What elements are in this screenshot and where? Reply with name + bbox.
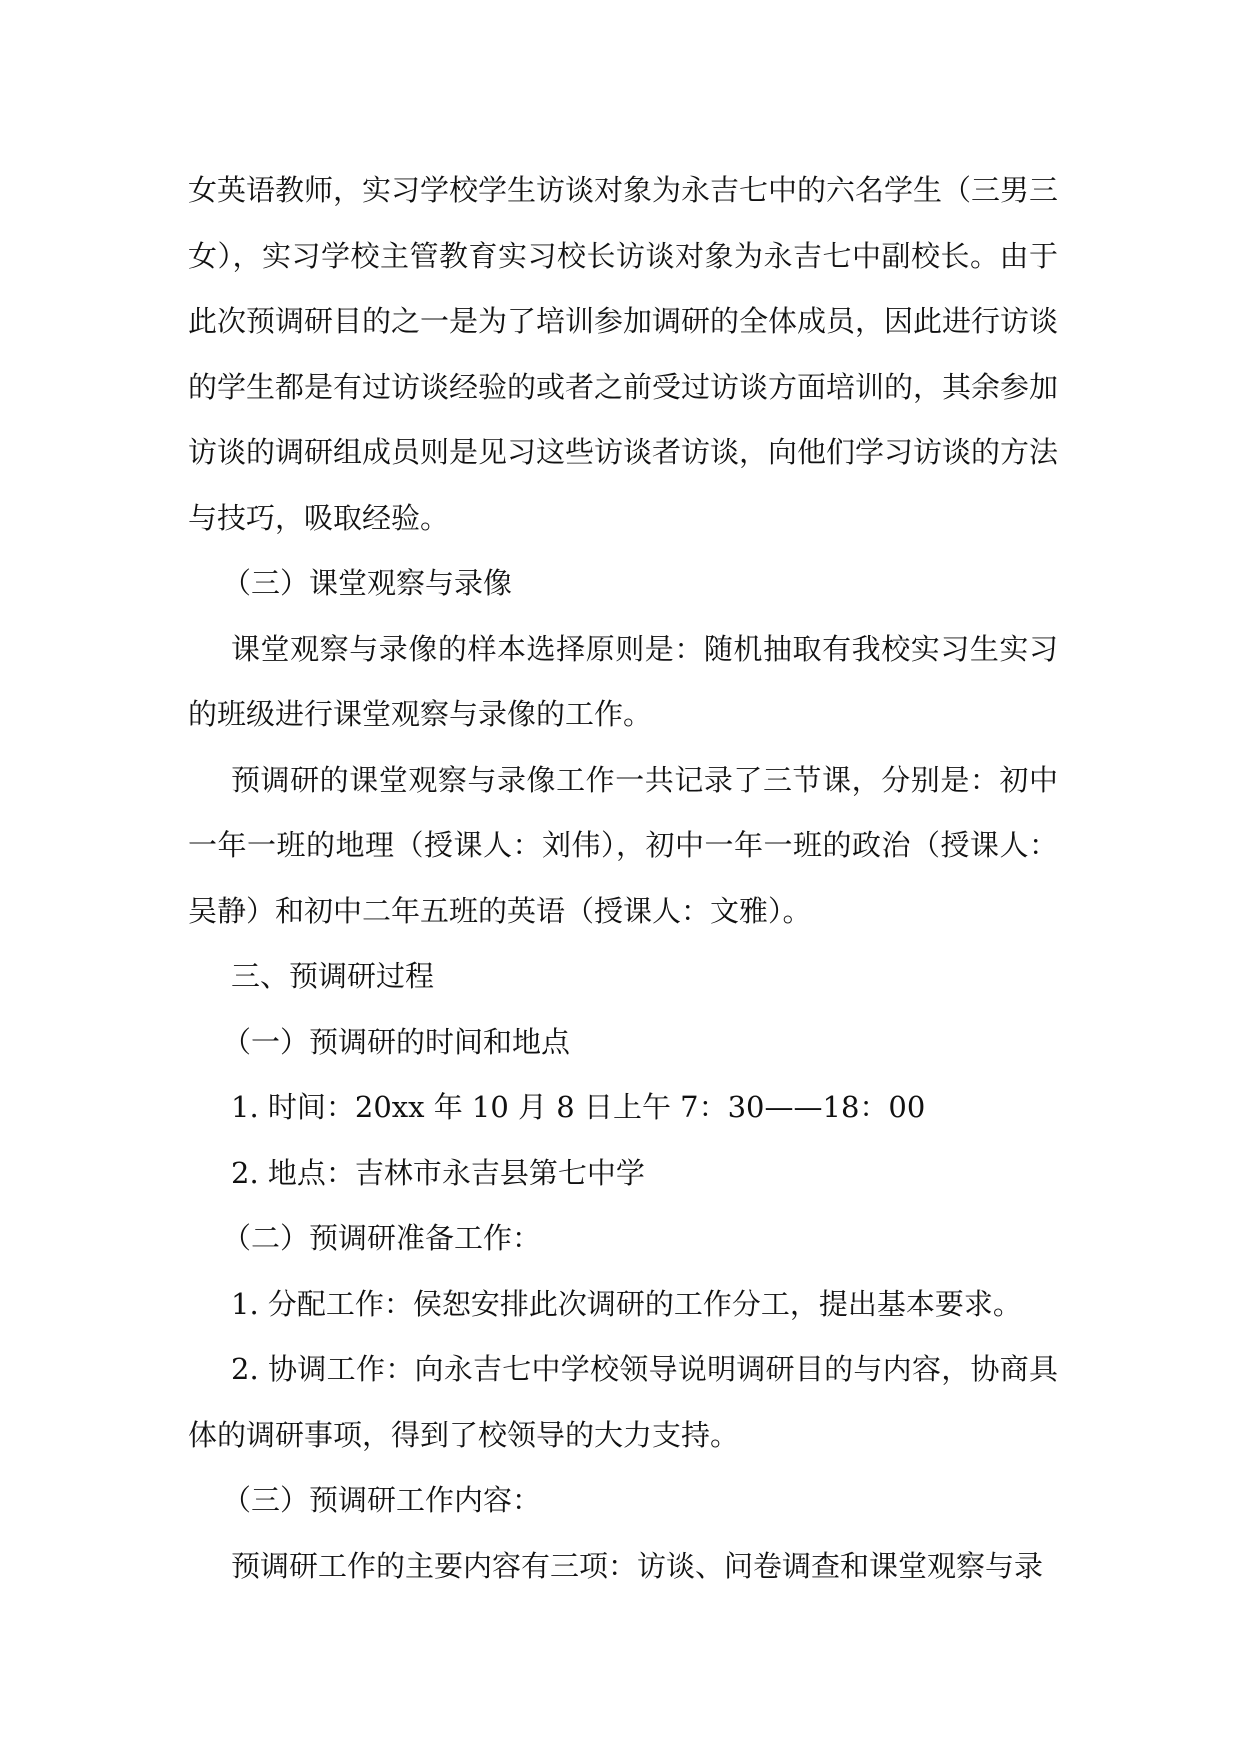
list-item-time: 1. 时间：20xx 年 10 月 8 日上午 7：30——18：00 xyxy=(231,1090,926,1124)
list-item-place: 2. 地点：吉林市永吉县第七中学 xyxy=(231,1155,645,1190)
list-item-coordinate-work: 2. 协调工作：向永吉七中学校领导说明调研目的与内容，协商具体的调研事项，得到了校领导的大力支持。 xyxy=(188,1352,1058,1452)
heading-time-and-place: （一）预调研的时间和地点 xyxy=(222,1024,571,1059)
paragraph-recorded-lessons: 预调研的课堂观察与录像工作一共记录了三节课，分别是：初中一年一班的地理（授课人：刘伟），初中一年一班的政治（授课人：吴静）和初中二年五班的英语（授课人：文雅）。 xyxy=(188,762,1058,928)
list-item-assign-work: 1. 分配工作：侯恕安排此次调研的工作分工，提出基本要求。 xyxy=(231,1286,1022,1321)
heading-work-content: （三）预调研工作内容： xyxy=(222,1483,542,1517)
document-body xyxy=(188,158,1058,1599)
heading-pre-research-process: 三、预调研过程 xyxy=(231,959,435,993)
paragraph-main-content: 预调研工作的主要内容有三项：访谈、问卷调查和课堂观察与录 xyxy=(231,1548,1044,1583)
paragraph-sample-principle: 课堂观察与录像的样本选择原则是：随机抽取有我校实习生实习的班级进行课堂观察与录像的工作。 xyxy=(188,631,1058,731)
heading-preparation-work: （二）预调研准备工作： xyxy=(222,1221,542,1255)
paragraph-interview-subjects: 女英语教师，实习学校学生访谈对象为永吉七中的六名学生（三男三女），实习学校主管教育实习校长访谈对象为永吉七中副校长。由于此次预调研目的之一是为了培训参加调研的全体成员，因此进行访谈的学生都是有过访谈经验的或者之前受过访谈方面培训的，其余参加访谈的调研组成员则是见习这些访谈者访谈，向他们学习访谈的方法与技巧，吸取经验。 xyxy=(188,173,1059,535)
heading-classroom-observation: （三）课堂观察与录像 xyxy=(222,566,513,600)
